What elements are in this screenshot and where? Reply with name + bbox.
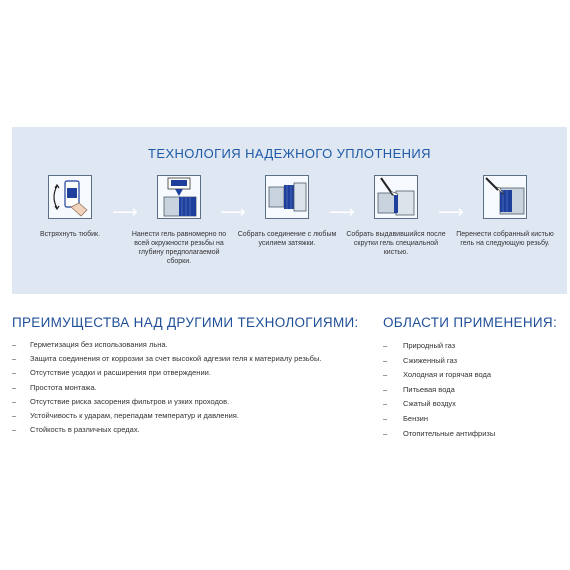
list-item: – Стойкость в различных средах. xyxy=(12,425,140,435)
applications-list xyxy=(383,341,563,443)
shake-tube-icon xyxy=(48,175,92,219)
apply-gel-icon xyxy=(157,175,201,219)
list-item: – Защита соединения от коррозии за счет высокой адгезии геля к материалу резьбы. xyxy=(12,354,322,364)
list-item: – Холодная и горячая вода xyxy=(383,370,492,380)
step-1-caption: Встряхнуть тюбик. xyxy=(39,231,101,238)
list-item: – Сжиженный газ xyxy=(383,355,458,365)
list-item: – Отопительные антифризы xyxy=(383,428,496,438)
list-item: – Простота монтажа. xyxy=(12,382,97,392)
list-item: – Герметизация без использования льна. xyxy=(12,340,168,349)
step-3 xyxy=(237,175,337,248)
list-item: – Отсутствие риска засорения фильтров и узких проходов. xyxy=(12,396,230,406)
arrow-icon: ⟶ xyxy=(112,202,138,222)
step-2 xyxy=(129,175,229,266)
step-4-caption: Собрать выдавившийся после скрутки гель специальной кистью. xyxy=(346,231,446,256)
advantages-list xyxy=(12,340,342,439)
list-item: – Бензин xyxy=(383,413,429,423)
assemble-joint-icon xyxy=(265,175,309,219)
arrow-icon: ⟶ xyxy=(438,202,464,222)
applications-title: ОБЛАСТИ ПРИМЕНЕНИЯ: xyxy=(383,315,557,330)
brush-gel-icon xyxy=(374,175,418,219)
list-item: – Устойчивость к ударам, перепадам температур и давления. xyxy=(12,410,239,420)
list-item: – Природный газ xyxy=(383,341,456,350)
technology-panel xyxy=(12,127,567,294)
step-5 xyxy=(455,175,555,248)
arrow-icon: ⟶ xyxy=(329,202,355,222)
arrow-icon: ⟶ xyxy=(220,202,246,222)
step-2-caption: Нанести гель равномерно по всей окружности резьбы на глубину предполагаемой сборки. xyxy=(131,231,227,265)
list-item: – Питьевая вода xyxy=(383,384,455,394)
transfer-gel-icon xyxy=(483,175,527,219)
advantages-title: ПРЕИМУЩЕСТВА НАД ДРУГИМИ ТЕХНОЛОГИЯМИ: xyxy=(12,315,359,330)
list-item: – Отсутствие усадки и расширения при отверждении. xyxy=(12,368,211,378)
step-3-caption: Собрать соединение с любым усилием затяжки. xyxy=(237,231,337,247)
step-5-caption: Перенести собранный кистью гель на следующую резьбу. xyxy=(456,231,554,247)
step-4 xyxy=(346,175,446,257)
technology-title: ТЕХНОЛОГИЯ НАДЕЖНОГО УПЛОТНЕНИЯ xyxy=(148,146,431,161)
step-1 xyxy=(20,175,120,239)
list-item: – Сжатый воздух xyxy=(383,399,456,409)
